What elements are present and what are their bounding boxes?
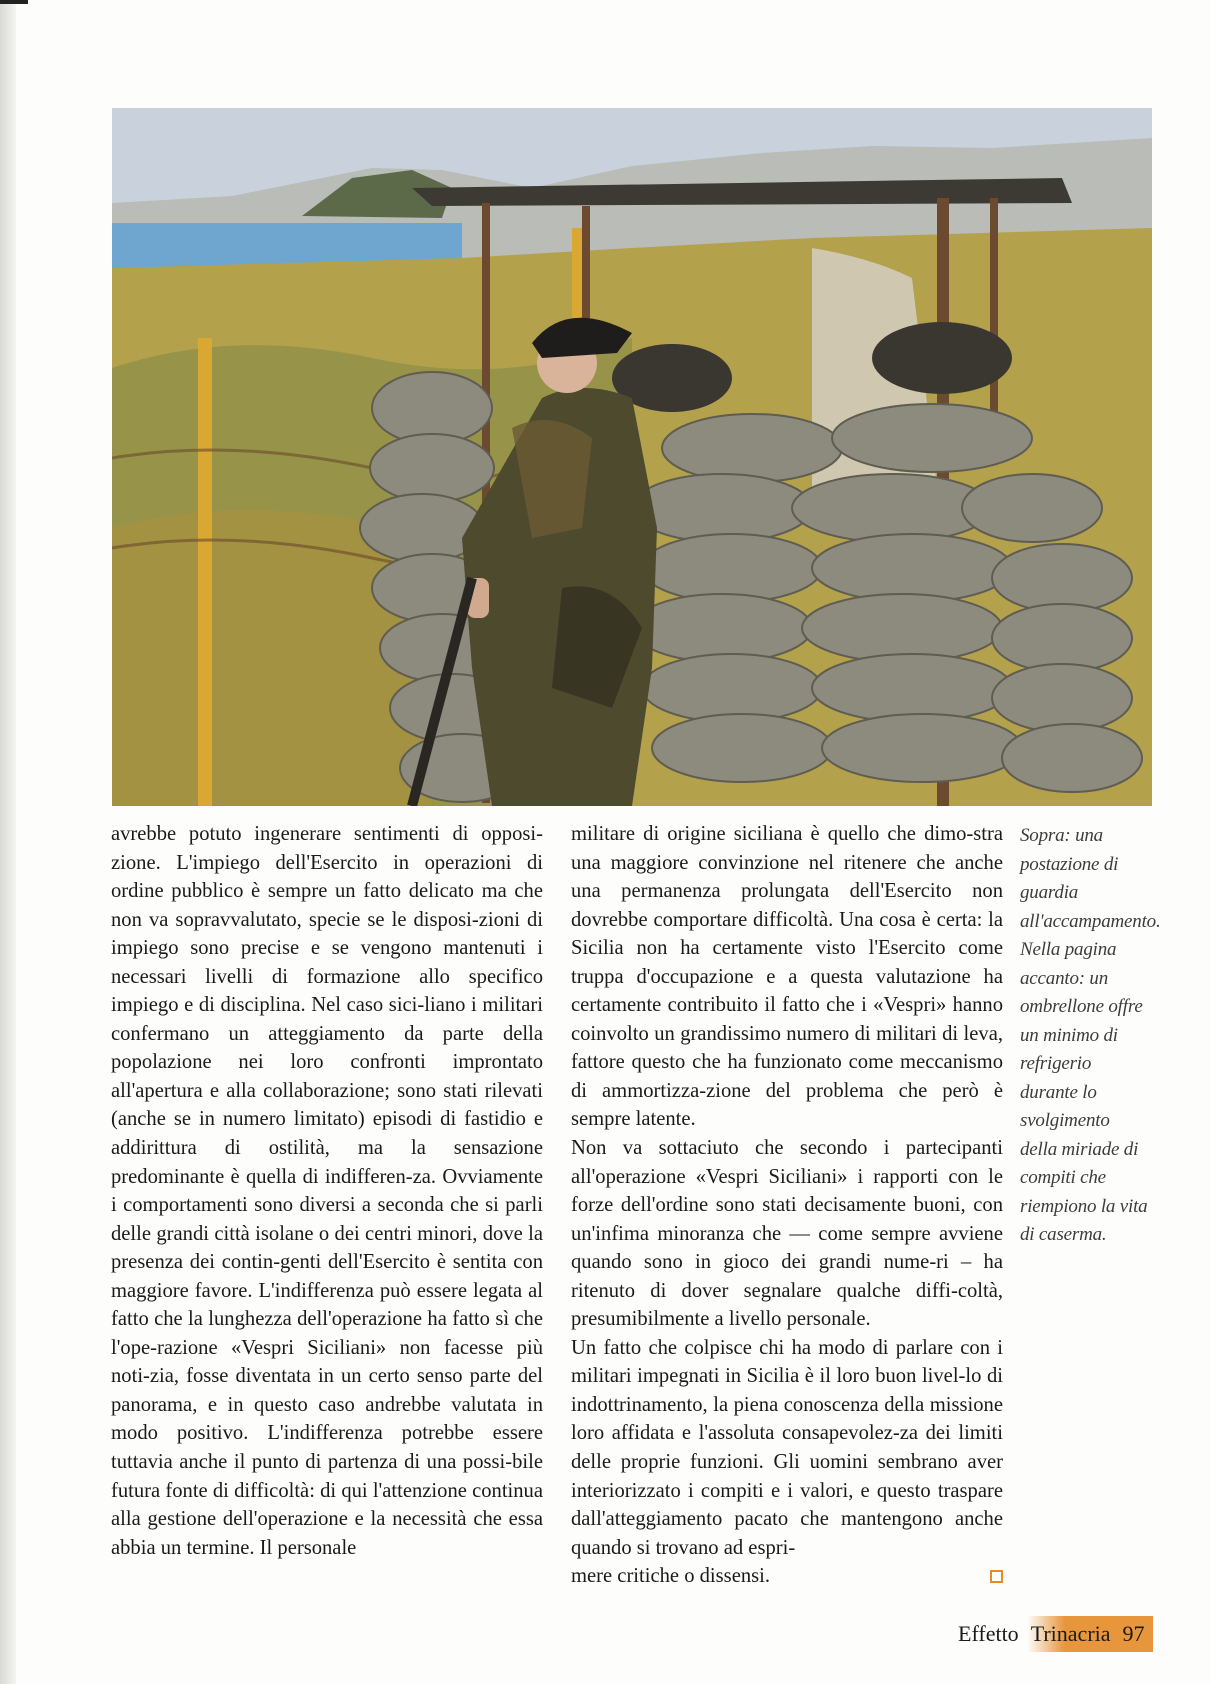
photo-illustration: [112, 108, 1152, 806]
photo-caption: Sopra: una postazione di guardia all'accampamento. Nella pagina accanto: un ombrellone offre un minimo di refrigerio durante lo svolgimento della miriade di compiti che riempiono la vita di caserma.: [1020, 825, 1161, 1245]
page-number: 97: [1122, 1621, 1145, 1646]
body-paragraph: avrebbe potuto ingenerare sentimenti di opposi-zione. L'impiego dell'Esercito in operazioni di ordine pubblico è sempre un fatto delicato ma che non va sopravvalutato, specie se le disposi-zioni di impiego sono precise e se vengono mantenuti i necessari livelli di formazione allo specifico impiego e di disciplina. Nel caso sici-liano i militari confermano un atteggiamento da parte della popolazione nei loro confronti improntato all'apertura e alla collaborazione; sono stati rilevati (anche se in numero limitato) episodi di fastidio e addirittura di ostilità, ma la sensazione predominante è quella di indifferen-za. Ovviamente i comportamenti sono diversi a seconda che si parli delle grandi città isolane o dei centri minori, dove la presenza dei contin-genti dell'Esercito è sentita con maggiore favore. L'indifferenza può essere legata al fatto che la lunghezza dell'operazione ha fatto sì che l'ope-razione «Vespri Siciliani» non facesse più noti-zia, fosse diventata in un certo senso parte del panorama, e in questo caso andrebbe valutata in modo positivo. L'indifferenza potrebbe essere tuttavia anche il punto di partenza di una possi-bile futura fonte di difficoltà: di qui l'attenzione continua alla gestione dell'operazione e la necessità che essa abbia un termine. Il personale: [111, 823, 543, 1559]
body-paragraph-end: mere critiche o dissensi.: [571, 1565, 771, 1588]
end-of-article-mark: [990, 1570, 1003, 1583]
body-paragraph: Non va sottaciuto che secondo i partecipanti all'operazione «Vespri Siciliani» i rapporti con le forze dell'ordine sono stati decisamente buoni, con un'infima minoranza che — come sempre avviene quando sono in gioco dei grandi nume-ri – ha ritenuto di dover segnalare qualche diffi-coltà, presumibilmente a livello personale.: [571, 1137, 1003, 1331]
body-paragraph: Un fatto che colpisce chi ha modo di parlare con i militari impegnati in Sicilia è il loro buon livel-lo di indottrinamento, la piena conoscenza della missione loro affidata e l'assoluta consapevolez-za dei limiti delle proprie funzioni. Gli uomini sembrano aver interiorizzato i compiti e i valori, e questo traspare dall'atteggiamento pacato che mantengono anche quando si trovano ad espri-: [571, 1336, 1003, 1559]
text-column-left: [111, 820, 543, 1562]
text-column-right: [571, 820, 1003, 1591]
photo-guard-post: [112, 108, 1152, 806]
corner-mark: [0, 0, 28, 4]
footer-band: [1027, 1616, 1153, 1652]
body-paragraph: militare di origine siciliana è quello che dimo-stra una maggiore convinzione nel ritenere che anche una permanenza prolungata dell'Esercito non dovrebbe comportare difficoltà. Una cosa è certa: la Sicilia non ha certamente visto l'Esercito come truppa d'occupazione e a questa valutazione ha certamente contribuito il fatto che i «Vespri» hanno coinvolto un grandissimo numero di militari di leva, fattore questo che ha funzionato come meccanismo di ammortizza-zione del problema che però è sempre latente.: [571, 823, 1003, 1131]
closing-line: [571, 1562, 1003, 1591]
page-footer: [958, 1616, 1153, 1652]
running-title-part2: Trinacria: [1030, 1621, 1111, 1646]
running-title-part1: Effetto: [958, 1621, 1019, 1646]
page-spine-shadow: [0, 0, 16, 1684]
